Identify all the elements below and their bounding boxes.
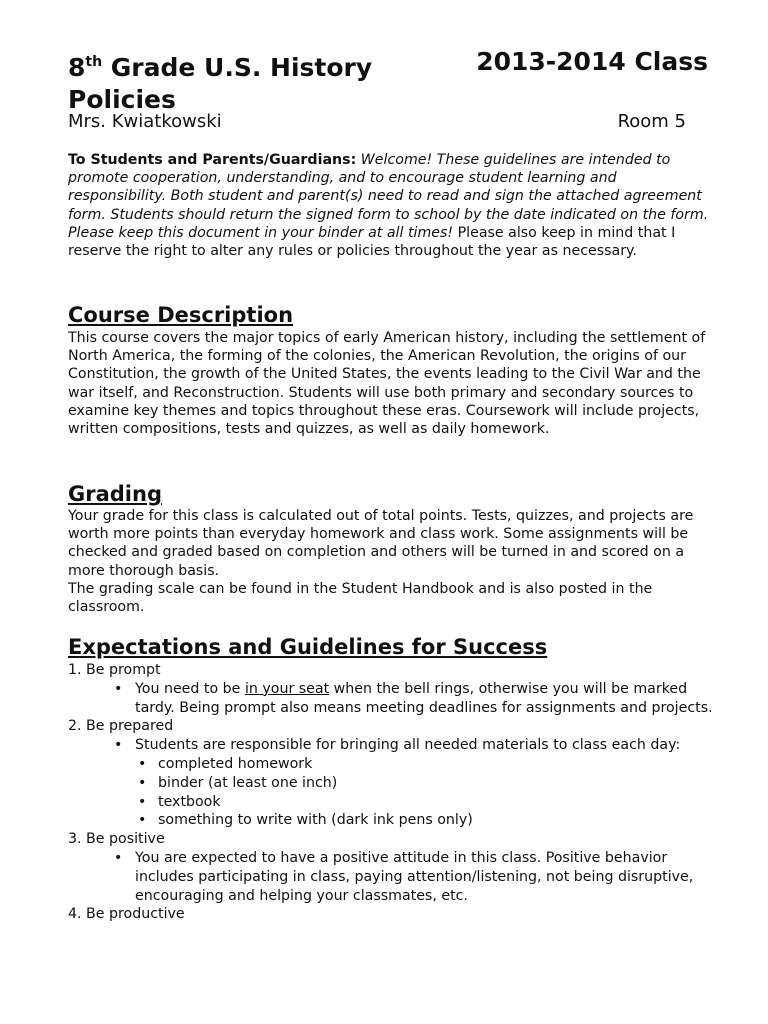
course-title: 8th Grade U.S. History Policies xyxy=(68,53,373,114)
list-bullet: • You are expected to have a positive attitude in this class. Positive behavior includes participating in class, paying attention/listening, not being disruptive, encouraging and helping your classmates, etc. xyxy=(68,849,714,905)
course-description-heading: Course Description xyxy=(68,303,294,327)
grading-heading: Grading xyxy=(68,482,162,506)
intro-paragraph: To Students and Parents/Guardians: Welcome! These guidelines are intended to promote cooperation, understanding, and to encourage student learning and responsibility. Both student and parent(s) need to read and sign the attached agreement form. Students should return the signed form to school by the date indicated on the form. Please keep this document in your binder at all times! Please also keep in mind that I reserve the right to alter any rules or policies throughout the year as necessary. xyxy=(68,152,709,260)
room-number: Room 5 xyxy=(617,111,686,132)
sub-bullet: • something to write with (dark ink pens only) xyxy=(68,811,714,830)
grading-body: Your grade for this class is calculated out of total points. Tests, quizzes, and projects are worth more points than everyday homework and class work. Some assignments will be checked and graded based on completion and others will be turned in and scored on a more thorough basis. The grading scale can be found in the Student Handbook and is also posted in the classroom. xyxy=(68,508,694,616)
list-item: 4. Be productive xyxy=(68,906,185,923)
list-item: 3. Be positive xyxy=(68,831,165,848)
list-item: 1. Be prompt xyxy=(68,662,161,678)
expectations-heading: Expectations and Guidelines for Success xyxy=(68,635,548,659)
school-year: 2013-2014 Class xyxy=(476,47,708,76)
sub-bullet: • textbook xyxy=(68,793,714,812)
document-header xyxy=(68,46,708,116)
list-bullet: • Students are responsible for bringing all needed materials to class each day: xyxy=(68,736,714,755)
teacher-name: Mrs. Kwiatkowski xyxy=(68,111,222,132)
sub-bullet: • completed homework xyxy=(68,755,714,774)
expectations-list xyxy=(68,661,714,924)
list-item: 2. Be prepared xyxy=(68,718,174,735)
teacher-line xyxy=(68,110,686,134)
course-description-body: This course covers the major topics of early American history, including the settlement of North America, the forming of the colonies, the American Revolution, the origins of our Constitution, the growth of the United States, the events leading to the Civil War and the war itself, and Reconstruction. Students will use both primary and secondary sources to examine key themes and topics throughout these eras. Coursework will include projects, written compositions, tests and quizzes, as well as daily homework. xyxy=(68,330,706,438)
list-bullet: • You need to be in your seat when the bell rings, otherwise you will be marked tardy. Being prompt also means meeting deadlines for assignments and projects. xyxy=(68,680,714,718)
sub-bullet: • binder (at least one inch) xyxy=(68,774,714,793)
